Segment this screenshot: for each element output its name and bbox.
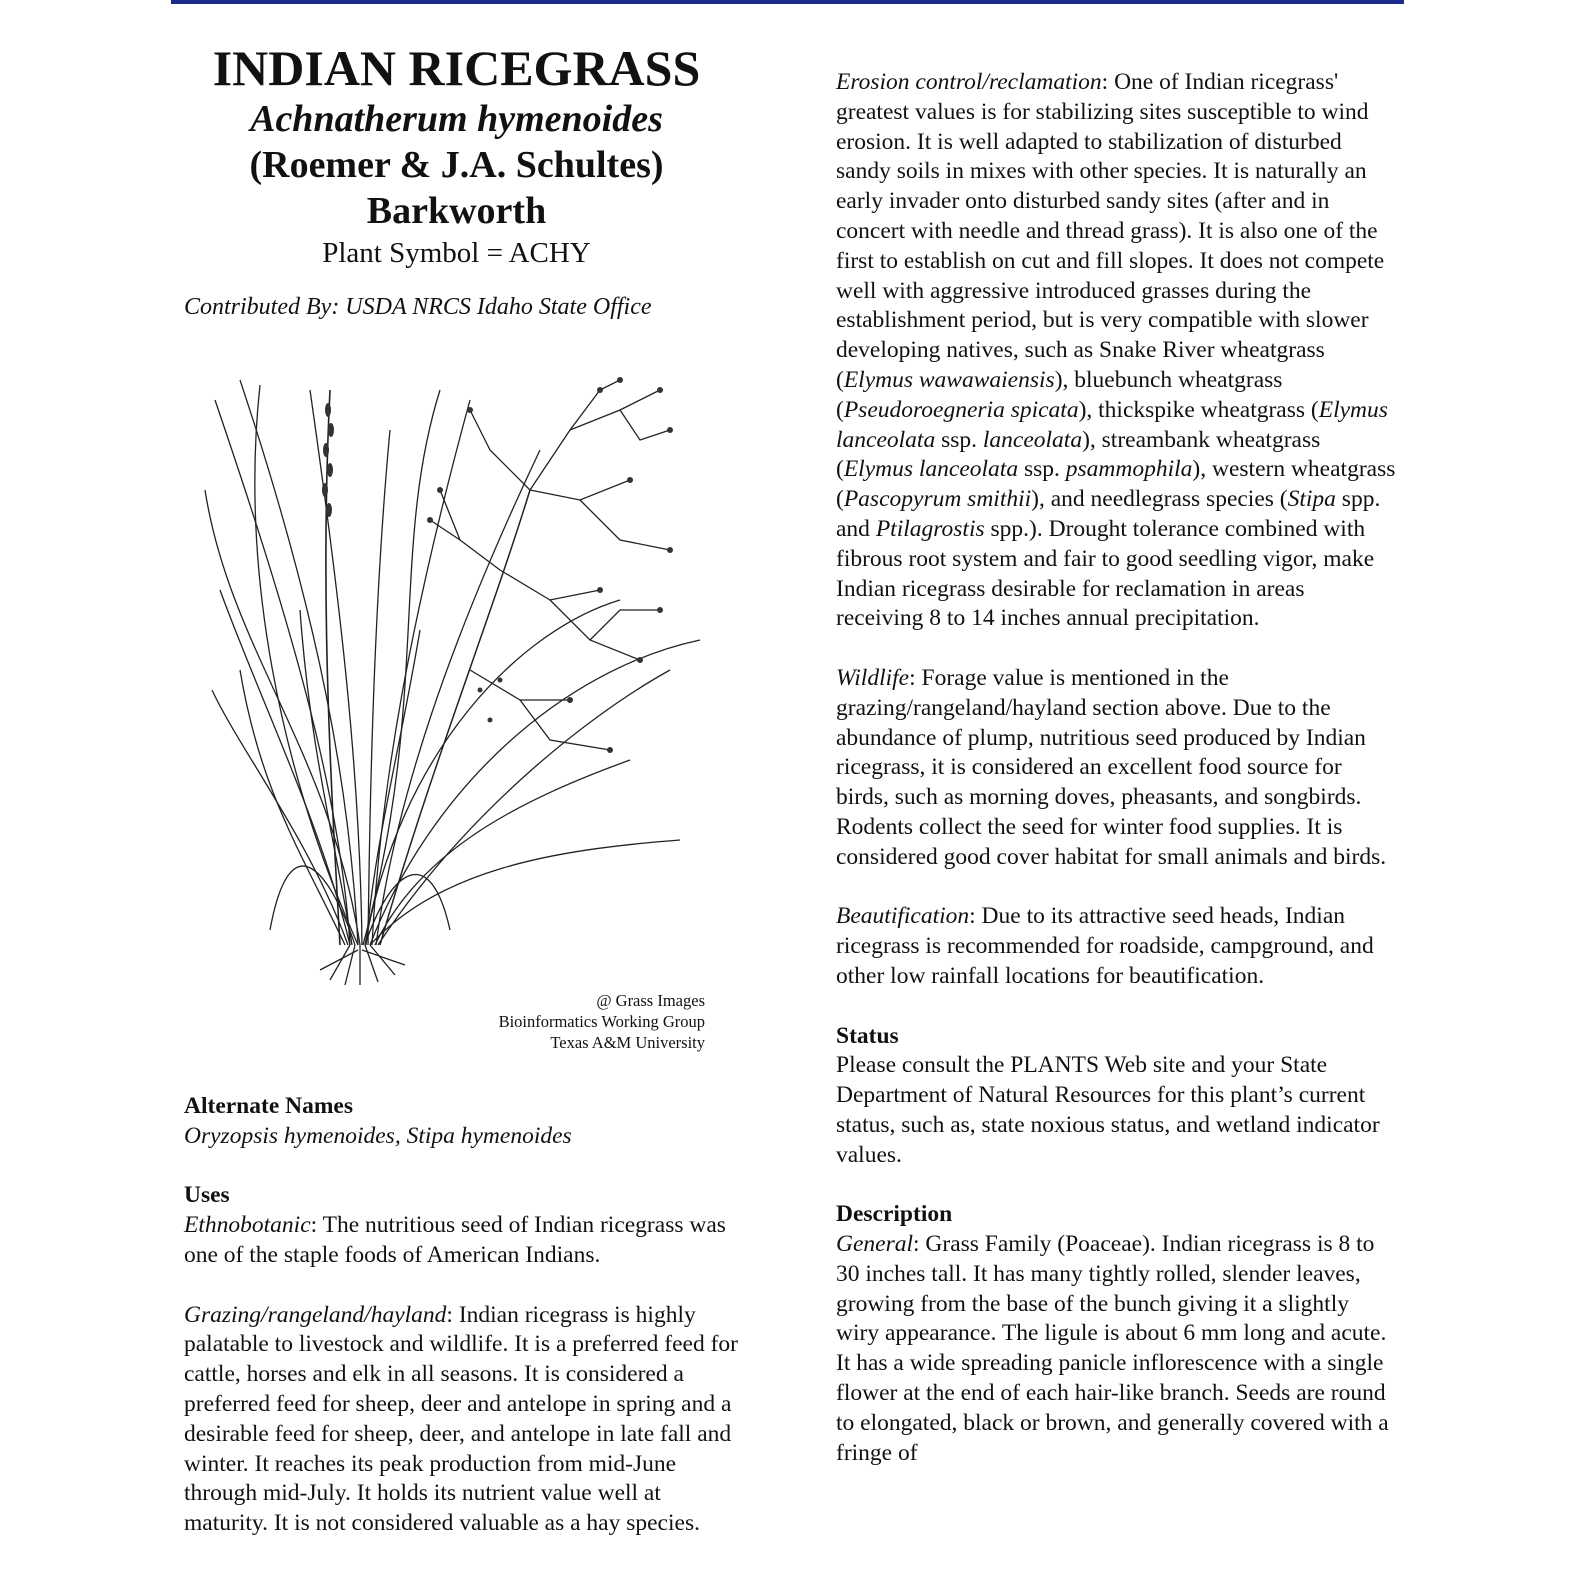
wildlife-text: : Forage value is mentioned in the grazing/rangeland/hayland section above. Due to the abundance of plump, nutritious seed produced by Indian ricegrass, it is considered an excellent food source for birds, such as morning doves, pheasants, and songbirds. Rodents collect the seed for winter food supplies. It is considered good cover habitat for small animals and birds. [836, 664, 1387, 870]
species-name: Elymus lanceolata [843, 456, 1019, 483]
erosion-text-9: spp. and [836, 486, 1381, 542]
uses-section [184, 1181, 749, 1270]
ethnobotanic-text: : The nutritious seed of Indian ricegrass was one of the staple foods of American Indians. [184, 1212, 726, 1268]
left-column-body [184, 1092, 749, 1569]
erosion-label: Erosion control/reclamation [836, 69, 1102, 95]
erosion-paragraph [836, 68, 1396, 634]
general-text: : Grass Family (Poaceae). Indian ricegrass is 8 to 30 inches tall. It has many tightly rolled, slender leaves, growing from the base of the bunch giving it a slightly wiry appearance. The ligule is about 6 mm long and acute. It has a wide spreading panicle inflorescence with a single flower at the end of each hair-like branch. Seeds are round to elongated, black or brown, and generally covered with a fringe of [836, 1231, 1389, 1466]
left-column-header [184, 40, 744, 322]
plant-symbol: Plant Symbol = ACHY [322, 237, 591, 269]
erosion-text-6: ssp. [1018, 456, 1066, 483]
general-label: General [836, 1231, 914, 1258]
status-section [836, 1022, 1396, 1171]
status-heading: Status [836, 1022, 899, 1049]
credit-line-1: @ Grass Images [596, 991, 705, 1010]
alternate-names-text: Oryzopsis hymenoides, Stipa hymenoides [184, 1122, 572, 1149]
page-title: INDIAN RICEGRASS [212, 40, 701, 96]
erosion-text-2: ), bluebunch wheatgrass ( [836, 366, 1283, 423]
erosion-text-5: ), streambank wheatgrass ( [836, 426, 1321, 483]
species-name: Stipa [1287, 486, 1336, 513]
authority-line-2: Barkworth [366, 190, 547, 232]
species-name: Pascopyrum smithii [843, 486, 1032, 513]
grazing-label: Grazing/rangeland/hayland [184, 1301, 447, 1328]
species-name: Elymus wawawaiensis [843, 366, 1055, 393]
species-name: lanceolata [982, 426, 1083, 453]
right-column [836, 68, 1396, 1498]
title-block [184, 40, 729, 272]
contributed-by: Contributed By: USDA NRCS Idaho State Office [184, 294, 652, 320]
beautification-paragraph [836, 902, 1396, 991]
erosion-text-3: ), thickspike wheatgrass ( [1078, 396, 1319, 423]
beautification-text: : Due to its attractive seed heads, Indian ricegrass is recommended for roadside, campground, and other low rainfall locations for beautification. [836, 903, 1374, 989]
credit-line-3: Texas A&M University [550, 1033, 705, 1052]
species-name: Ptilagrostis [875, 515, 985, 542]
erosion-text-8: ), and needlegrass species ( [1031, 486, 1288, 513]
authority-line-1: (Roemer & J.A. Schultes) [249, 144, 664, 186]
grass-illustration [200, 370, 710, 990]
wildlife-paragraph [836, 664, 1396, 873]
species-name: Pseudoroegneria spicata [843, 396, 1079, 423]
erosion-text-10: spp.). Drought tolerance combined with fibrous root system and fair to good seedling vigor, make Indian ricegrass desirable for reclamation in areas receiving 8 to 14 inches annual precipitation. [836, 515, 1375, 632]
grazing-paragraph [184, 1301, 749, 1539]
uses-heading: Uses [184, 1182, 230, 1209]
status-text: Please consult the PLANTS Web site and your State Department of Natural Resources for this plant’s current status, such as, state noxious status, and wetland indicator values. [836, 1052, 1380, 1168]
erosion-text-7: ), western wheatgrass ( [836, 456, 1396, 513]
top-rule [171, 0, 1404, 4]
description-section [836, 1200, 1396, 1468]
erosion-text-4: ssp. [935, 426, 983, 453]
image-credit [440, 990, 705, 1053]
alternate-names-section [184, 1092, 749, 1152]
species-name: psammophila [1065, 456, 1193, 483]
beautification-label: Beautification [836, 903, 970, 930]
credit-line-2: Bioinformatics Working Group [498, 1012, 705, 1031]
ethnobotanic-paragraph [184, 1211, 749, 1271]
alternate-names-heading: Alternate Names [184, 1093, 354, 1119]
species-name: Elymus lanceolata [836, 396, 1388, 453]
erosion-text-1: : One of Indian ricegrass' greatest values is for stabilizing sites susceptible to wind erosion. It is well adapted to stabilization of disturbed sandy soils in mixes with other species. It is naturally an early invader onto disturbed sandy sites (after and in concert with needle and thread grass). It is also one of the first to establish on cut and fill slopes. It does not compete well with aggressive introduced grasses during the establishment period, but is very compatible with slower developing natives, such as Snake River wheatgrass ( [836, 69, 1385, 393]
scientific-name: Achnatherum hymenoides [250, 98, 663, 140]
wildlife-label: Wildlife [836, 664, 910, 691]
grazing-text: : Indian ricegrass is highly palatable to livestock and wildlife. It is a preferred feed for cattle, horses and elk in all seasons. It is considered a preferred feed for sheep, deer and antelope in spring and a desirable feed for sheep, deer, and antelope in late fall and winter. It reaches its peak production from mid-June through mid-July. It holds its nutrient value well at maturity. It is not considered valuable as a hay species. [184, 1301, 738, 1537]
description-heading: Description [836, 1201, 953, 1228]
ethnobotanic-label: Ethnobotanic [184, 1212, 311, 1239]
general-paragraph [836, 1230, 1396, 1468]
